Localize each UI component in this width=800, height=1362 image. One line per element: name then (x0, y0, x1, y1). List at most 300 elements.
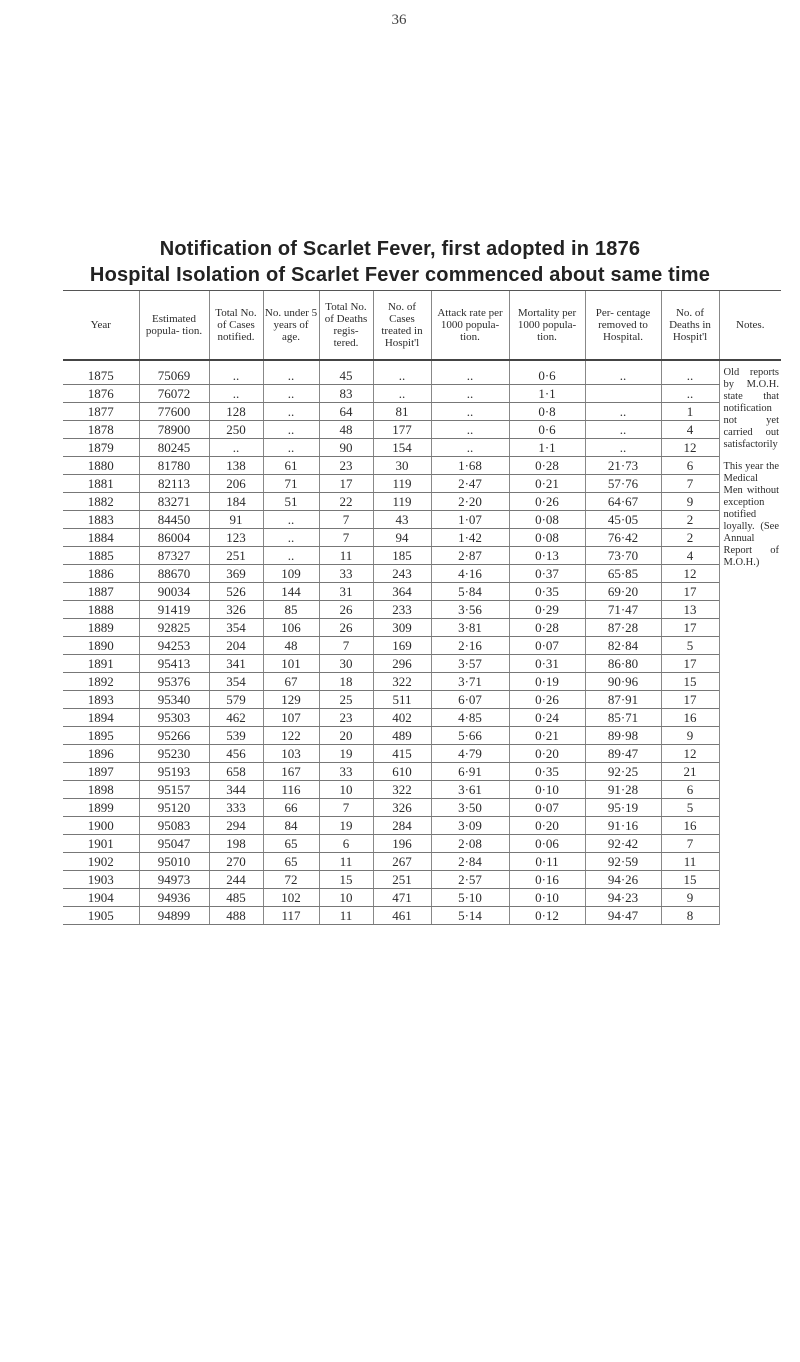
table-header-row (63, 291, 781, 361)
cell-population: 95010 (139, 853, 209, 871)
cell-population: 91419 (139, 601, 209, 619)
cell-attack-rate: 1·68 (431, 457, 509, 475)
cell-mortality: 0·26 (509, 691, 585, 709)
cell-hospital-deaths: .. (661, 385, 719, 403)
cell-population: 94973 (139, 871, 209, 889)
cell-cases: 138 (209, 457, 263, 475)
cell-year: 1892 (63, 673, 139, 691)
cell-hospital-deaths: 17 (661, 691, 719, 709)
table-row (63, 601, 781, 619)
cell-attack-rate: 5·84 (431, 583, 509, 601)
cell-percent-removed: 94·26 (585, 871, 661, 889)
cell-attack-rate: 3·09 (431, 817, 509, 835)
cell-attack-rate: 4·79 (431, 745, 509, 763)
cell-cases: 488 (209, 907, 263, 925)
cell-attack-rate: 3·81 (431, 619, 509, 637)
cell-deaths: 23 (319, 709, 373, 727)
cell-year: 1883 (63, 511, 139, 529)
cell-year: 1896 (63, 745, 139, 763)
cell-year: 1879 (63, 439, 139, 457)
cell-year: 1897 (63, 763, 139, 781)
cell-percent-removed: 91·16 (585, 817, 661, 835)
cell-population: 95340 (139, 691, 209, 709)
cell-attack-rate: 4·16 (431, 565, 509, 583)
cell-under5: 61 (263, 457, 319, 475)
table-row (63, 781, 781, 799)
cell-cases: 485 (209, 889, 263, 907)
cell-year: 1880 (63, 457, 139, 475)
cell-percent-removed: .. (585, 360, 661, 385)
cell-population: 90034 (139, 583, 209, 601)
cell-under5: 122 (263, 727, 319, 745)
cell-year: 1891 (63, 655, 139, 673)
cell-hospital-deaths: 4 (661, 421, 719, 439)
cell-hospital-cases: 243 (373, 565, 431, 583)
cell-mortality: 0·20 (509, 817, 585, 835)
cell-attack-rate: 2·84 (431, 853, 509, 871)
cell-percent-removed: 92·42 (585, 835, 661, 853)
cell-under5: .. (263, 439, 319, 457)
cell-hospital-deaths: 5 (661, 637, 719, 655)
cell-deaths: 83 (319, 385, 373, 403)
cell-under5: 48 (263, 637, 319, 655)
table-row (63, 547, 781, 565)
cell-hospital-cases: 267 (373, 853, 431, 871)
header-year: Year (63, 291, 139, 361)
cell-deaths: 33 (319, 565, 373, 583)
cell-cases: .. (209, 385, 263, 403)
cell-percent-removed: 45·05 (585, 511, 661, 529)
cell-percent-removed: 87·91 (585, 691, 661, 709)
cell-year: 1889 (63, 619, 139, 637)
cell-year: 1901 (63, 835, 139, 853)
cell-hospital-deaths: 1 (661, 403, 719, 421)
table-row (63, 655, 781, 673)
table-row (63, 619, 781, 637)
cell-hospital-cases: 196 (373, 835, 431, 853)
cell-under5: 103 (263, 745, 319, 763)
title-hospital-isolation: Hospital Isolation of Scarlet Fever commenced about same time (89, 264, 711, 286)
cell-attack-rate: 1·42 (431, 529, 509, 547)
cell-mortality: 0·10 (509, 889, 585, 907)
cell-attack-rate: 2·20 (431, 493, 509, 511)
table-row (63, 360, 781, 385)
cell-deaths: 11 (319, 547, 373, 565)
table-row (63, 439, 781, 457)
cell-under5: 101 (263, 655, 319, 673)
cell-mortality: 0·11 (509, 853, 585, 871)
cell-percent-removed: 64·67 (585, 493, 661, 511)
table-row (63, 799, 781, 817)
cell-attack-rate: 3·50 (431, 799, 509, 817)
cell-cases: 184 (209, 493, 263, 511)
cell-hospital-cases: 322 (373, 781, 431, 799)
cell-year: 1890 (63, 637, 139, 655)
cell-year: 1899 (63, 799, 139, 817)
cell-mortality: 0·19 (509, 673, 585, 691)
cell-deaths: 30 (319, 655, 373, 673)
cell-year: 1900 (63, 817, 139, 835)
cell-percent-removed: 94·47 (585, 907, 661, 925)
cell-year: 1885 (63, 547, 139, 565)
cell-under5: .. (263, 421, 319, 439)
cell-percent-removed: .. (585, 439, 661, 457)
cell-percent-removed: 73·70 (585, 547, 661, 565)
cell-cases: 539 (209, 727, 263, 745)
cell-mortality: 0·29 (509, 601, 585, 619)
cell-mortality: 0·16 (509, 871, 585, 889)
cell-percent-removed: 94·23 (585, 889, 661, 907)
title-notification: Notification of Scarlet Fever, first adopted in 1876 (159, 238, 641, 260)
cell-under5: 167 (263, 763, 319, 781)
cell-deaths: 90 (319, 439, 373, 457)
cell-deaths: 11 (319, 907, 373, 925)
cell-population: 76072 (139, 385, 209, 403)
cell-cases: 198 (209, 835, 263, 853)
cell-mortality: 0·8 (509, 403, 585, 421)
cell-cases: 206 (209, 475, 263, 493)
cell-year: 1904 (63, 889, 139, 907)
cell-year: 1902 (63, 853, 139, 871)
cell-hospital-deaths: 17 (661, 619, 719, 637)
cell-under5: 116 (263, 781, 319, 799)
cell-mortality: 0·06 (509, 835, 585, 853)
cell-cases: 251 (209, 547, 263, 565)
cell-hospital-deaths: 12 (661, 745, 719, 763)
cell-cases: 462 (209, 709, 263, 727)
cell-attack-rate: 5·66 (431, 727, 509, 745)
cell-population: 77600 (139, 403, 209, 421)
cell-mortality: 0·26 (509, 493, 585, 511)
cell-percent-removed: 89·47 (585, 745, 661, 763)
cell-population: 95047 (139, 835, 209, 853)
header-under5: No. under 5 years of age. (263, 291, 319, 361)
table-row (63, 763, 781, 781)
cell-hospital-deaths: 15 (661, 871, 719, 889)
header-hospital-deaths: No. of Deaths in Hospit'l (661, 291, 719, 361)
cell-cases: 333 (209, 799, 263, 817)
cell-hospital-cases: 81 (373, 403, 431, 421)
cell-hospital-cases: 326 (373, 799, 431, 817)
table-body (63, 360, 781, 925)
cell-under5: 85 (263, 601, 319, 619)
header-population: Estimated popula- tion. (139, 291, 209, 361)
table-row (63, 835, 781, 853)
cell-year: 1895 (63, 727, 139, 745)
cell-percent-removed: 21·73 (585, 457, 661, 475)
cell-deaths: 64 (319, 403, 373, 421)
cell-deaths: 48 (319, 421, 373, 439)
cell-population: 94253 (139, 637, 209, 655)
cell-hospital-cases: 364 (373, 583, 431, 601)
cell-deaths: 22 (319, 493, 373, 511)
table-row (63, 871, 781, 889)
cell-attack-rate: .. (431, 360, 509, 385)
cell-deaths: 23 (319, 457, 373, 475)
cell-hospital-cases: .. (373, 360, 431, 385)
cell-cases: 344 (209, 781, 263, 799)
cell-hospital-deaths: 4 (661, 547, 719, 565)
cell-attack-rate: 2·57 (431, 871, 509, 889)
page-number: 36 (391, 12, 407, 28)
cell-under5: 71 (263, 475, 319, 493)
header-percent-removed: Per- centage removed to Hospital. (585, 291, 661, 361)
cell-cases: 294 (209, 817, 263, 835)
cell-under5: 67 (263, 673, 319, 691)
cell-hospital-cases: 94 (373, 529, 431, 547)
cell-percent-removed: 87·28 (585, 619, 661, 637)
cell-attack-rate: 6·07 (431, 691, 509, 709)
cell-deaths: 19 (319, 745, 373, 763)
cell-under5: 66 (263, 799, 319, 817)
cell-attack-rate: 5·14 (431, 907, 509, 925)
cell-attack-rate: 3·56 (431, 601, 509, 619)
note-text: Old reports by M.O.H. state that notification not yet carried out satisfactorily (723, 367, 779, 450)
table-row (63, 493, 781, 511)
cell-under5: .. (263, 385, 319, 403)
cell-hospital-deaths: .. (661, 360, 719, 385)
cell-population: 95376 (139, 673, 209, 691)
cell-hospital-cases: 489 (373, 727, 431, 745)
cell-percent-removed: 91·28 (585, 781, 661, 799)
cell-year: 1886 (63, 565, 139, 583)
cell-attack-rate: 3·57 (431, 655, 509, 673)
cell-mortality: 0·21 (509, 475, 585, 493)
cell-hospital-cases: 511 (373, 691, 431, 709)
cell-percent-removed: .. (585, 421, 661, 439)
cell-percent-removed: 90·96 (585, 673, 661, 691)
cell-attack-rate: 1·07 (431, 511, 509, 529)
cell-under5: .. (263, 547, 319, 565)
cell-under5: 65 (263, 853, 319, 871)
cell-year: 1894 (63, 709, 139, 727)
cell-hospital-cases: 415 (373, 745, 431, 763)
cell-deaths: 7 (319, 637, 373, 655)
cell-mortality: 0·21 (509, 727, 585, 745)
cell-under5: 51 (263, 493, 319, 511)
cell-deaths: 25 (319, 691, 373, 709)
cell-cases: 123 (209, 529, 263, 547)
cell-hospital-cases: 119 (373, 475, 431, 493)
cell-hospital-cases: 284 (373, 817, 431, 835)
table-row (63, 637, 781, 655)
cell-cases: .. (209, 360, 263, 385)
cell-deaths: 33 (319, 763, 373, 781)
cell-deaths: 19 (319, 817, 373, 835)
cell-deaths: 7 (319, 799, 373, 817)
table-row (63, 421, 781, 439)
cell-under5: .. (263, 511, 319, 529)
cell-attack-rate: .. (431, 385, 509, 403)
cell-population: 95303 (139, 709, 209, 727)
cell-under5: 84 (263, 817, 319, 835)
cell-population: 75069 (139, 360, 209, 385)
table-row (63, 691, 781, 709)
cell-under5: 106 (263, 619, 319, 637)
cell-mortality: 0·31 (509, 655, 585, 673)
cell-hospital-deaths: 6 (661, 781, 719, 799)
cell-hospital-cases: 233 (373, 601, 431, 619)
cell-percent-removed: 92·59 (585, 853, 661, 871)
cell-percent-removed: 92·25 (585, 763, 661, 781)
cell-mortality: 0·35 (509, 763, 585, 781)
cell-hospital-deaths: 5 (661, 799, 719, 817)
cell-attack-rate: 2·47 (431, 475, 509, 493)
table-row (63, 475, 781, 493)
cell-hospital-deaths: 8 (661, 907, 719, 925)
cell-population: 94936 (139, 889, 209, 907)
cell-percent-removed: 76·42 (585, 529, 661, 547)
cell-attack-rate: 3·61 (431, 781, 509, 799)
cell-hospital-deaths: 16 (661, 817, 719, 835)
cell-year: 1887 (63, 583, 139, 601)
cell-percent-removed: 89·98 (585, 727, 661, 745)
cell-hospital-deaths: 7 (661, 475, 719, 493)
cell-mortality: 1·1 (509, 439, 585, 457)
cell-population: 86004 (139, 529, 209, 547)
cell-cases: 369 (209, 565, 263, 583)
cell-under5: 144 (263, 583, 319, 601)
header-hospital-cases: No. of Cases treated in Hospit'l (373, 291, 431, 361)
cell-percent-removed: 85·71 (585, 709, 661, 727)
cell-deaths: 20 (319, 727, 373, 745)
table-row (63, 853, 781, 871)
cell-year: 1878 (63, 421, 139, 439)
table-row (63, 709, 781, 727)
cell-mortality: 0·07 (509, 637, 585, 655)
cell-percent-removed: 71·47 (585, 601, 661, 619)
cell-hospital-cases: .. (373, 385, 431, 403)
table-row (63, 403, 781, 421)
cell-population: 95413 (139, 655, 209, 673)
cell-under5: .. (263, 529, 319, 547)
cell-hospital-cases: 30 (373, 457, 431, 475)
cell-percent-removed: .. (585, 403, 661, 421)
cell-population: 88670 (139, 565, 209, 583)
cell-deaths: 26 (319, 619, 373, 637)
cell-hospital-deaths: 17 (661, 583, 719, 601)
cell-attack-rate: .. (431, 421, 509, 439)
cell-population: 82113 (139, 475, 209, 493)
cell-hospital-cases: 309 (373, 619, 431, 637)
table-row (63, 511, 781, 529)
cell-percent-removed: 57·76 (585, 475, 661, 493)
header-attack-rate: Attack rate per 1000 popula- tion. (431, 291, 509, 361)
header-mortality: Mortality per 1000 popula- tion. (509, 291, 585, 361)
cell-mortality: 0·28 (509, 457, 585, 475)
cell-cases: 354 (209, 619, 263, 637)
cell-under5: .. (263, 403, 319, 421)
cell-hospital-deaths: 9 (661, 889, 719, 907)
cell-deaths: 7 (319, 529, 373, 547)
cell-mortality: 0·08 (509, 511, 585, 529)
cell-cases: 250 (209, 421, 263, 439)
cell-mortality: 0·37 (509, 565, 585, 583)
cell-cases: 244 (209, 871, 263, 889)
cell-year: 1888 (63, 601, 139, 619)
cell-hospital-deaths: 11 (661, 853, 719, 871)
cell-attack-rate: 5·10 (431, 889, 509, 907)
cell-mortality: 0·07 (509, 799, 585, 817)
cell-attack-rate: 2·08 (431, 835, 509, 853)
cell-hospital-cases: 461 (373, 907, 431, 925)
cell-population: 83271 (139, 493, 209, 511)
table-row (63, 529, 781, 547)
cell-mortality: 0·10 (509, 781, 585, 799)
cell-mortality: 0·6 (509, 360, 585, 385)
cell-year: 1881 (63, 475, 139, 493)
cell-under5: 109 (263, 565, 319, 583)
cell-year: 1882 (63, 493, 139, 511)
cell-hospital-cases: 296 (373, 655, 431, 673)
scarlet-fever-table (63, 290, 781, 925)
cell-population: 81780 (139, 457, 209, 475)
cell-population: 95120 (139, 799, 209, 817)
cell-mortality: 0·20 (509, 745, 585, 763)
cell-deaths: 26 (319, 601, 373, 619)
header-cases: Total No. of Cases notified. (209, 291, 263, 361)
cell-population: 94899 (139, 907, 209, 925)
cell-under5: 129 (263, 691, 319, 709)
cell-under5: 72 (263, 871, 319, 889)
cell-deaths: 6 (319, 835, 373, 853)
table-row (63, 817, 781, 835)
cell-under5: 65 (263, 835, 319, 853)
cell-attack-rate: .. (431, 403, 509, 421)
header-deaths: Total No. of Deaths regis- tered. (319, 291, 373, 361)
table-row (63, 889, 781, 907)
table-row (63, 457, 781, 475)
cell-under5: 117 (263, 907, 319, 925)
cell-cases: 658 (209, 763, 263, 781)
cell-attack-rate: 6·91 (431, 763, 509, 781)
cell-mortality: 0·28 (509, 619, 585, 637)
cell-hospital-cases: 154 (373, 439, 431, 457)
cell-hospital-cases: 402 (373, 709, 431, 727)
cell-hospital-deaths: 2 (661, 511, 719, 529)
cell-hospital-cases: 251 (373, 871, 431, 889)
cell-population: 95230 (139, 745, 209, 763)
cell-hospital-cases: 185 (373, 547, 431, 565)
table-row (63, 385, 781, 403)
cell-hospital-cases: 322 (373, 673, 431, 691)
cell-mortality: 0·12 (509, 907, 585, 925)
cell-cases: 456 (209, 745, 263, 763)
cell-mortality: 0·35 (509, 583, 585, 601)
cell-deaths: 45 (319, 360, 373, 385)
cell-cases: 354 (209, 673, 263, 691)
cell-year: 1893 (63, 691, 139, 709)
cell-hospital-deaths: 21 (661, 763, 719, 781)
cell-hospital-deaths: 6 (661, 457, 719, 475)
cell-deaths: 10 (319, 781, 373, 799)
cell-cases: 270 (209, 853, 263, 871)
cell-percent-removed: 69·20 (585, 583, 661, 601)
table-row (63, 583, 781, 601)
note-text: This year the Medical Men without exception notified loyally. (See Annual Report of M.O.H.) (723, 461, 779, 568)
cell-hospital-cases: 169 (373, 637, 431, 655)
cell-hospital-deaths: 13 (661, 601, 719, 619)
cell-cases: 91 (209, 511, 263, 529)
cell-attack-rate: 2·87 (431, 547, 509, 565)
cell-attack-rate: 3·71 (431, 673, 509, 691)
cell-year: 1876 (63, 385, 139, 403)
cell-year: 1898 (63, 781, 139, 799)
cell-hospital-deaths: 9 (661, 727, 719, 745)
cell-population: 78900 (139, 421, 209, 439)
cell-year: 1903 (63, 871, 139, 889)
cell-hospital-deaths: 17 (661, 655, 719, 673)
